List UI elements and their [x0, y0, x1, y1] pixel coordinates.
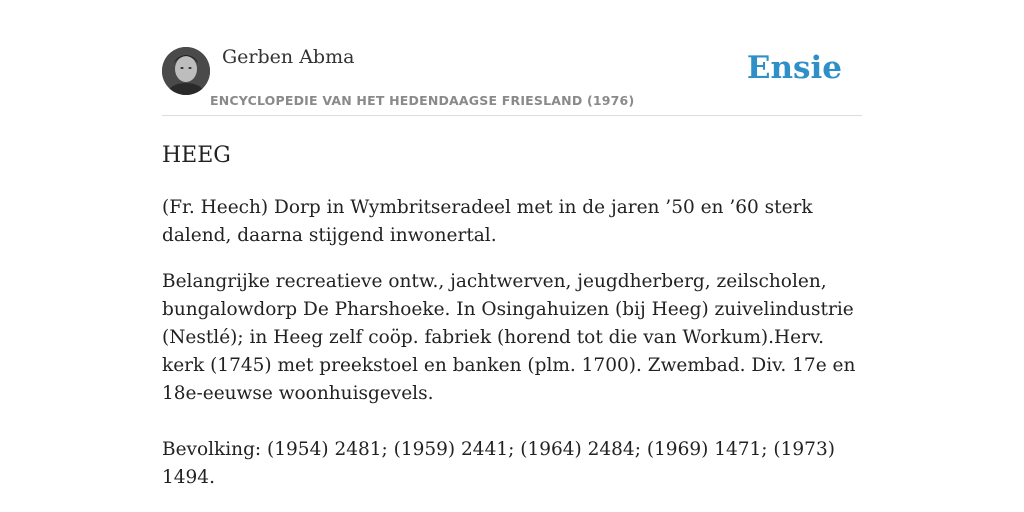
- article-paragraph: Belangrijke recreatieve ontw., jachtwerven, jeugdherberg, zeilscholen, bungalowdorp De Pharshoeke. In Osingahuizen (bij Heeg) zuivelindustrie (Nestlé); in Heeg zelf coöp. fabriek (horend tot die van Workum).Herv. kerk (1745) met preekstoel en banken (plm. 1700). Zwembad. Div. 17e en 18e-eeuwse woonhuisgevels.: [162, 271, 856, 404]
- article-header: [162, 44, 862, 116]
- author-name[interactable]: Gerben Abma: [222, 46, 355, 68]
- source-title[interactable]: ENCYCLOPEDIE VAN HET HEDENDAAGSE FRIESLAND (1976): [210, 93, 635, 108]
- article-paragraph: (Fr. Heech) Dorp in Wymbritseradeel met in de jaren ’50 en ’60 sterk dalend, daarna stijgend inwonertal.: [162, 197, 813, 246]
- article-title: HEEG: [162, 143, 231, 168]
- avatar-portrait-icon: [162, 47, 210, 95]
- article-card: [162, 44, 862, 492]
- article-paragraph: Bevolking: (1954) 2481; (1959) 2441; (1964) 2484; (1969) 1471; (1973) 1494.: [162, 439, 835, 488]
- author-avatar[interactable]: [162, 47, 210, 95]
- brand-logo[interactable]: Ensie: [746, 50, 842, 86]
